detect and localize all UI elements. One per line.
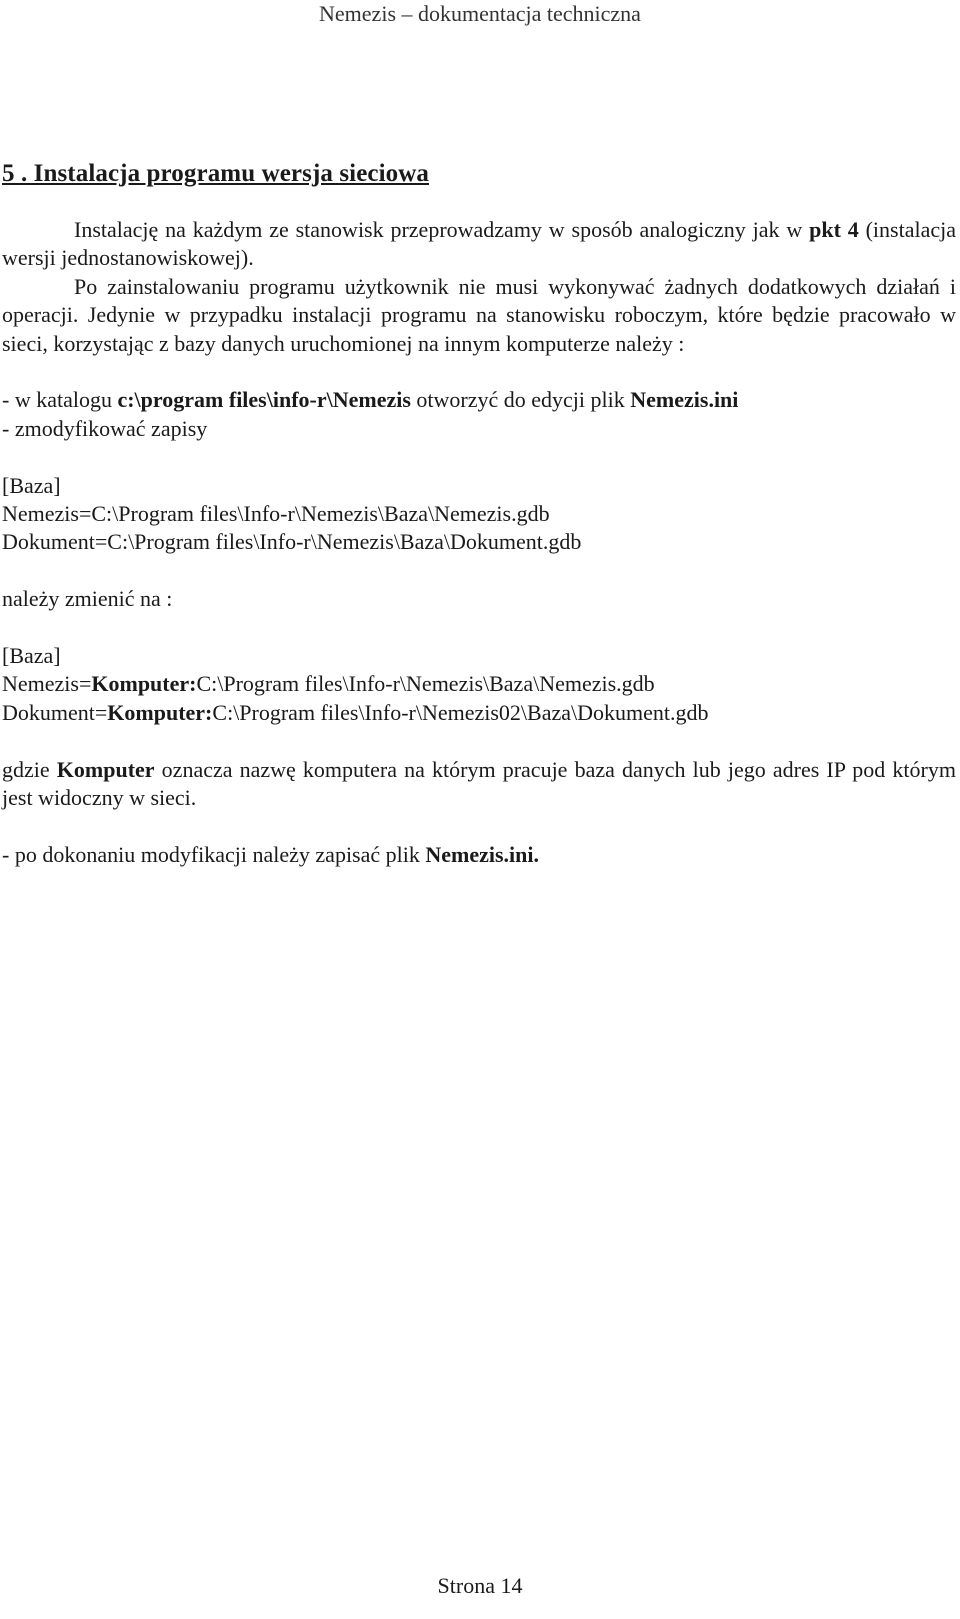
step1-file: Nemezis.ini [630,387,739,413]
config-after-line1-host: Komputer: [91,671,197,697]
config-after-section: [Baza] [2,643,61,669]
section-title: 5 . Instalacja programu wersja sieciowa [2,160,429,187]
intro-paragraph-2: Po zainstalowaniu programu użytkownik nie musi wykonywać żadnych dodatkowych działań i operacji. Jedynie w przypadku instalacji programu na stanowisku roboczym, które będzie pracowało w sieci, korzystając z bazy danych uruchomionej na innym komputerze należy : [2,273,956,356]
explanation-prefix: gdzie [2,756,57,782]
page-header [0,0,960,28]
step-modify-entries: - zmodyfikować zapisy [2,415,208,441]
config-after-line1-rest: C:\Program files\Info-r\Nemezis\Baza\Nemezis.gdb [196,671,655,697]
final-step [2,841,956,869]
config-before-section: [Baza] [2,472,61,498]
config-after-line2-key: Dokument= [2,699,108,725]
config-after-line2-rest: C:\Program files\Info-r\Nemezis02\Baza\Dokument.gdb [212,699,709,725]
intro-paragraph-1 [2,216,956,273]
step1-middle: otworzyć do edycji plik [410,387,631,413]
page-number: Strona 14 [437,1573,523,1598]
step-open-file [2,386,956,414]
document-body [2,216,956,869]
intro-p1-bold: pkt 4 [809,217,859,242]
config-after-line-1 [2,670,956,698]
config-after-line2-host: Komputer: [107,699,213,725]
config-before-line-1: Nemezis=C:\Program files\Info-r\Nemezis\Baza\Nemezis.gdb [2,501,550,527]
config-after-line1-key: Nemezis= [2,671,92,697]
config-before-line-2: Dokument=C:\Program files\Info-r\Nemezis\Baza\Dokument.gdb [2,529,582,555]
change-label: należy zmienić na : [2,586,173,612]
intro-p1-tail: (instalacja wersji jednostanowiskowej). [2,217,956,271]
step1-prefix: - w katalogu [2,387,118,413]
step1-path: c:\program files\info-r\Nemezis [117,387,411,413]
explanation-rest: oznacza nazwę komputera na którym pracuje baza danych lub jego adres IP pod którym jest widoczny w sieci. [2,756,956,811]
final-step-prefix: - po dokonaniu modyfikacji należy zapisać plik [2,841,426,867]
explanation-bold: Komputer [56,756,155,782]
config-after-line-2 [2,699,956,727]
page-footer [0,1572,960,1600]
document-title: Nemezis – dokumentacja techniczna [319,1,641,26]
intro-p1-text: Instalację na każdym ze stanowisk przeprowadzamy w sposób analogiczny jak w [74,217,810,242]
final-step-file: Nemezis.ini. [425,841,540,867]
explanation-paragraph [2,756,956,813]
